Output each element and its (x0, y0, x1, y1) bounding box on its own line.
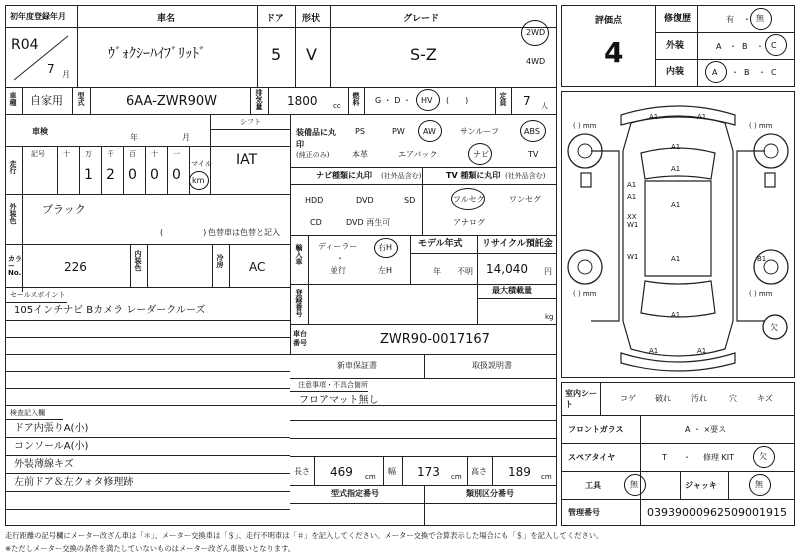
windshield-value: A ・ ×要ス (685, 425, 727, 434)
ac-value: AC (249, 260, 266, 274)
cc-unit: cc (333, 102, 341, 110)
tv-type-sub: (社外品含む) (505, 172, 546, 180)
repair-history-label: 修復歴 (664, 14, 692, 24)
interior-seat-label: 室内シート (565, 389, 597, 409)
displacement-value: 1800 (287, 94, 318, 108)
score-label: 評価点 (595, 16, 623, 26)
damage-mark: A1 (671, 143, 681, 151)
missing-mark: 欠 (770, 323, 778, 332)
ext-b: B (742, 42, 748, 51)
grade-value: S-Z (410, 45, 437, 64)
height-value: 189 (508, 465, 531, 479)
tv-analog: アナログ (453, 218, 485, 227)
shaken-year-unit: 年 (130, 133, 138, 142)
int-a: A (712, 68, 718, 77)
model-year-unknown: 不明 (457, 267, 473, 276)
inspector-line-1: ドア内張りA(小) (14, 423, 89, 434)
equip-tv: TV (528, 150, 539, 159)
handle-right: 右H (378, 243, 393, 252)
jack-value: 無 (755, 480, 763, 489)
car-name: ｳﾞｫｸｼｰﾊｲﾌﾞﾘｯﾄﾞ (108, 46, 206, 62)
mileage-digit-label: 千 (107, 150, 114, 158)
model-year-unit: 年 (433, 267, 441, 276)
equip-navi: ナビ (473, 150, 489, 159)
color-paren: ( ) (160, 228, 207, 237)
ext-a: A (716, 42, 722, 51)
recycle-value: 14,040 (486, 262, 528, 276)
sales-points-label: セールスポイント (10, 291, 66, 299)
int-dot2: ・ (758, 68, 766, 77)
recycle-label: リサイクル預託金 (482, 239, 553, 249)
fuel-selected: HV (421, 96, 433, 105)
navi-type-label: ナビ種類に丸印 (316, 171, 372, 180)
import-parallel: 並行 (330, 266, 346, 275)
shift-value: IAT (236, 152, 258, 168)
mileage-digit-label: 一 (173, 150, 180, 158)
first-reg-label: 初年度登録年月 (10, 12, 66, 21)
equip-leather: 本革 (352, 150, 368, 159)
shift-label: シフト (240, 118, 261, 126)
shape-value: V (306, 45, 317, 64)
equip-pw: PW (392, 127, 405, 136)
height-label: 高さ (471, 467, 487, 476)
mileage-digit: 0 (128, 167, 137, 183)
navi-type-sub: (社外品含む) (381, 172, 422, 180)
footer-line-1: 走行距離の記号欄にメーター改ざん車は「＊」、メーター交換車は「＄」、走行不明車は「＃」を記入してください。メーター交換で合算表示した場合にも「＄」を記入してください。 (5, 531, 604, 540)
color-label: 外装色 (9, 203, 17, 224)
navi-cd: CD (310, 218, 322, 227)
inspector-label: 検査記入欄 (10, 409, 45, 417)
drive-4wd: 4WD (526, 57, 546, 66)
int-b: B (744, 68, 750, 77)
interior-label: 内装 (666, 67, 685, 77)
fuel-options: G ・ D ・ (375, 96, 411, 105)
seat-burn: コゲ (620, 394, 636, 403)
shaken-month-unit: 月 (182, 133, 190, 142)
mileage-digit-label: 百 (129, 150, 136, 158)
mileage-digit-label: 十 (151, 150, 158, 158)
tv-type-label: TV 種類に丸印 (446, 171, 501, 180)
damage-mark: W1 (627, 221, 639, 229)
tv-oneseg: ワンセグ (509, 195, 541, 204)
damage-mark: A1 (671, 311, 681, 319)
damage-mark: A1 (649, 113, 659, 121)
tread-fl: ( ) mm (573, 122, 597, 130)
width-value: 173 (417, 465, 440, 479)
handle-left: 左H (378, 266, 393, 275)
vehicle-type-label: 車種 (9, 92, 17, 106)
mileage-digit: 2 (106, 167, 115, 183)
model-value: 6AA-ZWR90W (126, 94, 218, 109)
damage-mark: A1 (697, 113, 707, 121)
color-value: ブラック (42, 203, 86, 216)
spare-tire-label: スペアタイヤ (568, 453, 616, 462)
jack-label: ジャッキ (685, 481, 717, 490)
tv-fullseg: フルセグ (453, 195, 485, 204)
tread-rr: ( ) mm (749, 290, 773, 298)
damage-mark: W1 (627, 253, 639, 261)
color-note: 色替車は色替と記入 (208, 228, 280, 237)
vehicle-type-value: 自家用 (30, 94, 63, 107)
score-value: 4 (604, 36, 624, 69)
max-load-label: 最大積載量 (492, 286, 532, 295)
length-value: 469 (330, 465, 353, 479)
fuel-paren: ( ) (446, 96, 469, 105)
owner-manual: 取扱説明書 (472, 361, 512, 370)
mgmt-number-label: 管理番号 (568, 508, 600, 517)
repair-none: 無 (756, 14, 764, 23)
navi-hdd: HDD (305, 196, 324, 205)
mileage-digit: 0 (172, 167, 181, 183)
shape-label: 形状 (302, 14, 321, 24)
interior-color-label: 内装色 (134, 250, 142, 271)
spare-none: 欠 (759, 452, 767, 461)
yen-unit: 円 (544, 267, 552, 276)
inspector-line-3: 外装薄線キズ (14, 459, 74, 470)
notes-text: フロアマット無し (299, 395, 379, 406)
damage-mark: A1 (627, 181, 637, 189)
car-name-label: 車名 (157, 14, 176, 24)
seat-tear: 破れ (655, 394, 671, 403)
door-value: 5 (271, 45, 282, 64)
tread-fr: ( ) mm (749, 122, 773, 130)
capacity-label: 定員 (499, 92, 507, 106)
model-year-label: モデル年式 (418, 239, 463, 249)
tread-rl: ( ) mm (573, 290, 597, 298)
reg-number-label: 登録番号 (295, 289, 303, 317)
ext-dot1: ・ (729, 42, 737, 51)
first-reg-month: 7 (47, 62, 55, 76)
exterior-label: 外装 (666, 41, 685, 51)
person-unit: 人 (541, 102, 548, 110)
navi-dvd: DVD (356, 196, 374, 205)
grade-label: グレード (403, 14, 440, 24)
tools-value: 無 (630, 480, 638, 489)
damage-mark: A1 (671, 255, 681, 263)
equip-airbag: エアバック (398, 150, 438, 159)
damage-mark: A1 (627, 193, 637, 201)
model-label: 型式 (77, 92, 85, 106)
mileage-digit: 0 (150, 167, 159, 183)
first-reg-month-unit: 月 (62, 70, 70, 79)
damage-mark: A1 (697, 347, 707, 355)
damage-mark: A1 (649, 347, 659, 355)
fuel-label: 燃料 (352, 92, 360, 106)
capacity-value: 7 (523, 94, 531, 108)
length-label: 長さ (294, 467, 310, 476)
door-label: ドア (266, 14, 284, 24)
import-dot: ・ (336, 254, 344, 263)
mileage-digit: 1 (84, 167, 93, 183)
windshield-label: フロントガラス (568, 425, 624, 434)
damage-mark: XX (627, 213, 637, 221)
km-label: km (192, 176, 205, 185)
equipment-label: 装備品に丸印 (296, 128, 336, 149)
inspector-line-4: 左前ドア＆左クォタ修理跡 (14, 477, 134, 488)
height-cm: cm (541, 473, 552, 481)
int-dot1: ・ (731, 68, 739, 77)
mileage-label: 走行 (9, 160, 17, 174)
repair-dot: ・ (743, 15, 751, 24)
ext-dot2: ・ (756, 42, 764, 51)
seat-hole: 穴 (729, 394, 737, 403)
import-dealer: ディーラー (318, 242, 358, 251)
footer-line-2: ※ただしメーター交換の条件を満たしていないものはメーター改ざん車扱いとなります。 (5, 544, 296, 553)
import-label: 輸入車 (295, 244, 303, 265)
spare-t: T (662, 453, 667, 462)
mileage-digit-label: 十 (63, 150, 70, 158)
ac-label: 冷房 (216, 254, 224, 268)
type-designation-label: 型式指定番号 (331, 489, 379, 498)
equip-aw: AW (423, 127, 436, 136)
int-c: C (771, 68, 777, 77)
displacement-label: 排気量 (255, 89, 263, 110)
repair-yes: 有 (726, 15, 734, 24)
damage-mark: A1 (671, 201, 681, 209)
mile-label: マイル (191, 160, 212, 168)
ext-c: C (771, 41, 777, 50)
sales-points-text: 105インチナビ Bカメラ レーダークルーズ (14, 305, 206, 316)
width-cm: cm (451, 473, 462, 481)
tools-label: 工具 (585, 481, 601, 490)
seat-scratch: キズ (757, 394, 773, 403)
damage-mark: A1 (671, 165, 681, 173)
width-label: 幅 (388, 467, 396, 476)
category-number-label: 類別区分番号 (466, 489, 514, 498)
new-car-warranty: 新車保証書 (337, 361, 377, 370)
damage-mark: B1 (757, 255, 767, 263)
drive-2wd: 2WD (526, 28, 546, 37)
color-no-label: カラーNo. (8, 255, 22, 277)
equip-abs: ABS (524, 127, 540, 136)
car-diagram (561, 91, 795, 378)
mileage-symbol-label: 記号 (31, 150, 45, 158)
kg-unit: kg (545, 313, 554, 321)
equip-ps: PS (355, 127, 365, 136)
chassis-value: ZWR90-0017167 (380, 332, 490, 347)
equipment-sub-label: (純正のみ) (296, 151, 330, 159)
spare-kit: 修理 KIT (703, 453, 735, 462)
mgmt-number-value: 03939000962509001915 (647, 506, 787, 519)
equip-sunroof: サンルーフ (460, 127, 499, 136)
chassis-label: 車台番号 (293, 330, 307, 347)
navi-dvd-play: DVD 再生可 (346, 218, 391, 227)
spare-dot: ・ (683, 453, 691, 462)
length-cm: cm (365, 473, 376, 481)
inspector-line-2: コンソールA(小) (14, 441, 89, 452)
first-reg-era: R04 (11, 37, 39, 53)
mileage-digit-label: 万 (85, 150, 92, 158)
seat-stain: 汚れ (691, 394, 707, 403)
notes-label: 注意事項・不具合箇所 (298, 381, 368, 389)
navi-sd: SD (404, 196, 416, 205)
shaken-label: 車検 (32, 127, 48, 136)
color-no-value: 226 (64, 260, 87, 274)
